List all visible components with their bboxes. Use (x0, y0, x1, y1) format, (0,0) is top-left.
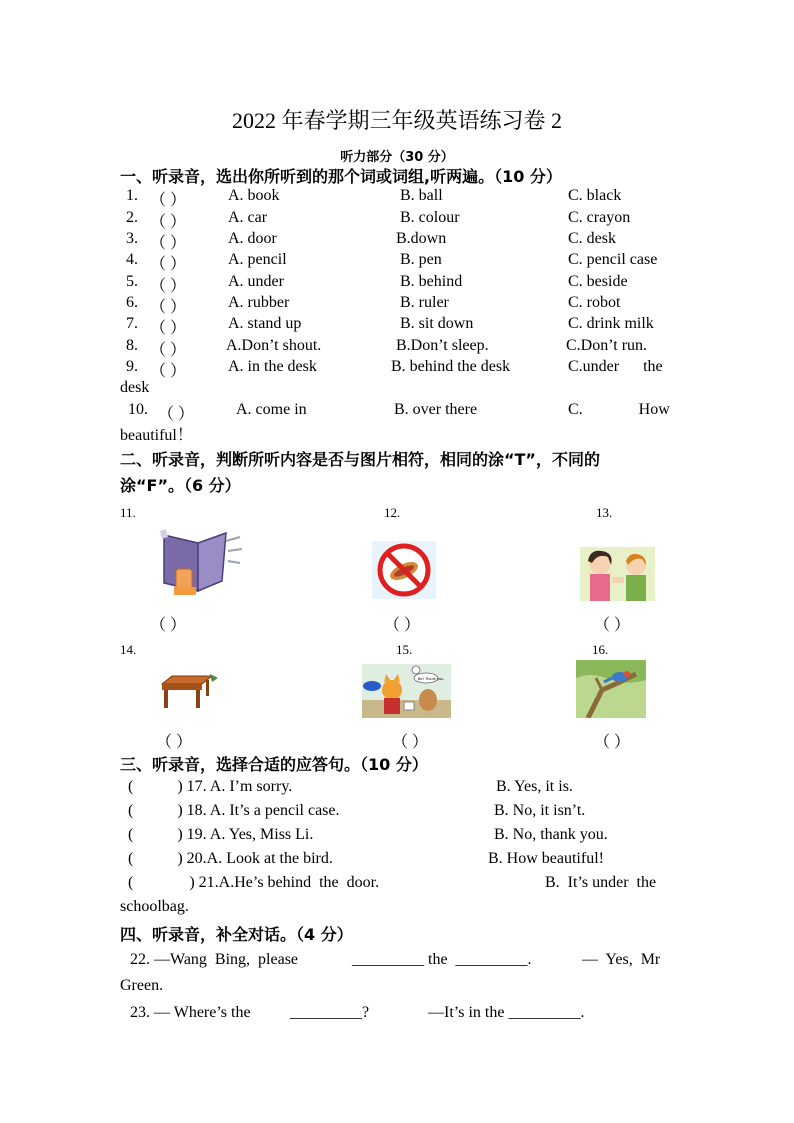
option-c: C. desk (568, 230, 616, 247)
answer-bracket[interactable]: （ ） (156, 734, 193, 751)
answer-blank[interactable]: （ ） (150, 299, 187, 316)
item-number: 3. (126, 230, 138, 247)
option-a: A. under (228, 273, 284, 290)
option-b: B. ball (400, 187, 443, 204)
option-a: A. come in (236, 401, 307, 418)
option-b: B. behind (400, 273, 463, 290)
section-4-heading: 四、听录音，补全对话。（4 分） (120, 925, 353, 944)
dialogue-23-start: 23. — Where’s the (130, 1004, 251, 1021)
option-a: A. pencil (228, 251, 287, 268)
section-2-heading-line2: 涂“F”。（6 分） (120, 476, 241, 495)
dialogue-22-reply: — Yes, Mr (582, 951, 661, 968)
option-a: A. rubber (228, 294, 290, 311)
picture-number: 13. (596, 505, 613, 520)
option-a: A. book (228, 187, 280, 204)
book-picture (156, 527, 242, 597)
response-item-left: ( ) 17. A. I’m sorry. (128, 778, 293, 795)
picture-number: 16. (592, 642, 609, 657)
response-item-right: B. No, it isn’t. (494, 802, 586, 819)
children-talking-picture (580, 547, 655, 601)
answer-bracket[interactable]: （ ） (392, 734, 429, 751)
response-item-right: B. How beautiful! (488, 850, 604, 867)
option-b: B.Don’t sleep. (396, 337, 489, 354)
option-a: A. car (228, 209, 268, 226)
item-number: 9. (126, 358, 138, 375)
option-a: A.Don’t shout. (226, 337, 322, 354)
item-number: 5. (126, 273, 138, 290)
page-title: 2022 年春学期三年级英语练习卷 2 (231, 108, 562, 133)
answer-bracket[interactable]: （ ） (594, 617, 631, 634)
response-item-left: ( ) 20.A. Look at the bird. (128, 850, 333, 867)
item-number: 1. (126, 187, 138, 204)
picture-number: 12. (384, 505, 401, 520)
item-number: 4. (126, 251, 138, 268)
answer-bracket[interactable]: （ ） (150, 617, 187, 634)
answer-blank[interactable]: （ ） (158, 406, 195, 423)
option-c-wrap: desk (120, 379, 150, 396)
option-a: A. in the desk (228, 358, 317, 375)
option-b: B. behind the desk (391, 358, 511, 375)
response-item-right: B. No, thank you. (494, 826, 608, 843)
dialogue-22-wrap: Green. (120, 977, 164, 994)
section-2-heading-line1: 二、听录音，判断所听内容是否与图片相符，相同的涂“T”，不同的 (120, 450, 600, 469)
answer-blank[interactable]: （ ） (150, 214, 187, 231)
section-1-heading: 一、听录音，选出你所听到的那个词或词组,听两遍。（10 分） (120, 167, 562, 186)
answer-bracket[interactable]: （ ） (384, 617, 421, 634)
dialogue-23-blank[interactable]: _________? (290, 1004, 370, 1021)
page-subtitle: 听力部分（30 分） (340, 150, 454, 165)
no-eating-sign-picture (372, 541, 436, 599)
option-c: C. How (568, 401, 670, 418)
option-c-wrap: beautiful！ (120, 427, 193, 444)
option-a: A. stand up (228, 315, 302, 332)
option-c: C.under the (568, 358, 663, 375)
item-number: 7. (126, 315, 138, 332)
option-b: B. ruler (400, 294, 449, 311)
answer-blank[interactable]: （ ） (150, 278, 187, 295)
option-c: C. beside (568, 273, 628, 290)
option-b: B. colour (400, 209, 460, 226)
option-c: C. drink milk (568, 315, 654, 332)
answer-blank[interactable]: （ ） (150, 342, 187, 359)
picture-number: 11. (120, 505, 136, 520)
section-3-heading: 三、听录音，选择合适的应答句。（10 分） (120, 755, 428, 774)
option-c: C.Don’t run. (566, 337, 648, 354)
response-item-wrap: schoolbag. (120, 898, 189, 915)
answer-blank[interactable]: （ ） (150, 235, 187, 252)
answer-blank[interactable]: （ ） (150, 320, 187, 337)
item-number: 10. (128, 401, 148, 418)
table-picture (158, 670, 220, 710)
dialogue-22-start: 22. —Wang Bing, please (130, 951, 299, 968)
option-b: B. pen (400, 251, 442, 268)
option-b: B.down (396, 230, 447, 247)
response-item-right: B. Yes, it is. (496, 778, 573, 795)
item-number: 6. (126, 294, 138, 311)
option-b: B. sit down (400, 315, 474, 332)
option-c: C. robot (568, 294, 621, 311)
speech-bubble-text: Be! Thank you. (418, 677, 445, 681)
bird-tree-picture (576, 660, 646, 718)
answer-blank[interactable]: （ ） (150, 363, 187, 380)
response-item-left: ( ) 21.A.He’s behind the door. (128, 874, 380, 891)
cat-dog-picture (362, 664, 451, 718)
dialogue-22-blanks[interactable]: _________ the _________. (352, 951, 532, 968)
response-item-right: B. It’s under the (545, 874, 657, 891)
picture-number: 15. (396, 642, 413, 657)
option-a: A. door (228, 230, 277, 247)
dialogue-23-reply[interactable]: —It’s in the _________. (428, 1004, 585, 1021)
answer-blank[interactable]: （ ） (150, 192, 187, 209)
item-number: 2. (126, 209, 138, 226)
option-c: C. black (568, 187, 622, 204)
response-item-left: ( ) 19. A. Yes, Miss Li. (128, 826, 314, 843)
option-b: B. over there (394, 401, 478, 418)
picture-number: 14. (120, 642, 137, 657)
option-c: C. pencil case (568, 251, 658, 268)
response-item-left: ( ) 18. A. It’s a pencil case. (128, 802, 340, 819)
option-c: C. crayon (568, 209, 631, 226)
answer-bracket[interactable]: （ ） (594, 734, 631, 751)
answer-blank[interactable]: （ ） (150, 256, 187, 273)
item-number: 8. (126, 337, 138, 354)
